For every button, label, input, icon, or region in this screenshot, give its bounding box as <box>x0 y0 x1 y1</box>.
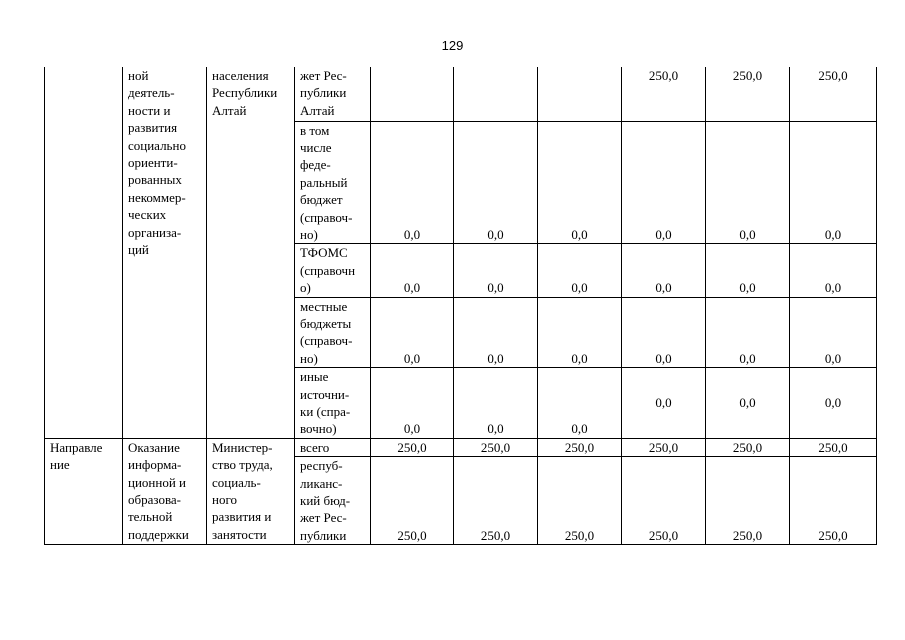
value-cell: 0,0 <box>538 297 622 368</box>
value-cell: 250,0 <box>622 438 706 456</box>
direction-label-cell: Направле ние <box>45 438 123 544</box>
funding-source-cell: местные бюджеты (справоч- но) <box>295 297 371 368</box>
value-cell: 250,0 <box>790 457 877 545</box>
value-cell: 0,0 <box>371 297 454 368</box>
value-cell: 0,0 <box>454 121 538 244</box>
value-cell: 0,0 <box>622 121 706 244</box>
direction-name-cell: Оказание информа- ционной и образова- тельной поддержки <box>123 438 207 544</box>
value-cell: 0,0 <box>790 297 877 368</box>
value-cell: 0,0 <box>706 297 790 368</box>
funding-source-cell: ТФОМС (справочн о) <box>295 244 371 297</box>
value-cell: 0,0 <box>622 297 706 368</box>
executor-cell: населения Республики Алтай <box>207 67 295 438</box>
table-row <box>45 67 877 121</box>
value-cell: 0,0 <box>371 121 454 244</box>
value-cell <box>371 67 454 121</box>
value-cell: 250,0 <box>538 438 622 456</box>
value-cell: 0,0 <box>706 368 790 439</box>
program-col1-cell <box>45 67 123 438</box>
value-cell: 250,0 <box>622 457 706 545</box>
table-row <box>45 438 877 456</box>
value-cell: 0,0 <box>538 244 622 297</box>
program-name-cell: ной деятель- ности и развития социально ориенти- рованных некоммер- ческих организа- ций <box>123 67 207 438</box>
funding-source-cell: жет Рес- публики Алтай <box>295 67 371 121</box>
value-cell: 0,0 <box>790 121 877 244</box>
value-cell: 0,0 <box>454 244 538 297</box>
value-cell: 0,0 <box>622 368 706 439</box>
value-cell: 250,0 <box>371 457 454 545</box>
funding-source-cell: респуб- ликанс- кий бюд- жет Рес- публики <box>295 457 371 545</box>
value-cell: 0,0 <box>538 368 622 439</box>
value-cell: 250,0 <box>790 438 877 456</box>
value-cell: 0,0 <box>790 244 877 297</box>
value-cell: 0,0 <box>706 121 790 244</box>
value-cell: 0,0 <box>790 368 877 439</box>
value-cell <box>454 67 538 121</box>
funding-source-cell: всего <box>295 438 371 456</box>
page-number: 129 <box>441 38 464 53</box>
executor-cell: Министер- ство труда, социаль- ного развития и занятости <box>207 438 295 544</box>
value-cell: 250,0 <box>454 438 538 456</box>
value-cell: 0,0 <box>371 368 454 439</box>
value-cell: 250,0 <box>371 438 454 456</box>
value-cell: 250,0 <box>706 67 790 121</box>
value-cell: 0,0 <box>454 297 538 368</box>
value-cell: 250,0 <box>538 457 622 545</box>
value-cell <box>538 67 622 121</box>
value-cell: 250,0 <box>706 457 790 545</box>
value-cell: 250,0 <box>454 457 538 545</box>
value-cell: 250,0 <box>622 67 706 121</box>
value-cell: 250,0 <box>706 438 790 456</box>
value-cell: 250,0 <box>790 67 877 121</box>
value-cell: 0,0 <box>454 368 538 439</box>
funding-source-cell: иные источни- ки (спра- вочно) <box>295 368 371 439</box>
funding-source-cell: в том числе феде- ральный бюджет (справоч- но) <box>295 121 371 244</box>
value-cell: 0,0 <box>622 244 706 297</box>
value-cell: 0,0 <box>706 244 790 297</box>
value-cell: 0,0 <box>538 121 622 244</box>
value-cell: 0,0 <box>371 244 454 297</box>
budget-table <box>44 67 877 545</box>
